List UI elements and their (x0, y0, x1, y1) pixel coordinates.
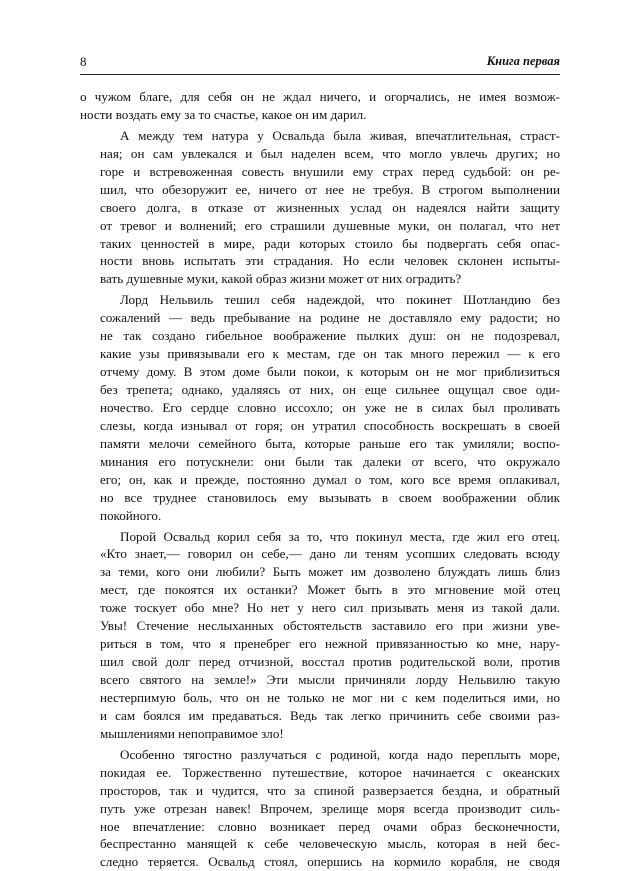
body-text (80, 88, 560, 871)
paragraph (80, 88, 560, 124)
text-line: памяти мелочи семейного быта, которые раньше его так умиляли; воспо- (100, 435, 560, 451)
text-line: Лорд Нельвиль тешил себя надеждой, что покинет Шотландию без (120, 292, 560, 308)
running-header (80, 52, 560, 76)
text-line: Увы! Стечение неслыханных обстоятельств заставило его при жизни уве- (100, 618, 560, 634)
text-line: мест, где покоятся их останки? Может быть в это мгновение мой отец (100, 582, 560, 598)
text-line: за теми, кого они любили? Быть может им дозволено блуждать лишь близ (100, 564, 560, 580)
text-line: ное впечатление: словно возникает перед очами образ бесконечности, (100, 818, 560, 834)
text-line: ности вновь испытать эти страдания. Но если человек склонен испыты- (100, 253, 560, 269)
text-line: мышлениями непоправимое зло! (100, 725, 284, 741)
header-rule (80, 74, 560, 75)
text-line: всего святого на земле!» Эти мысли причиняли лорду Нельвилю такую (100, 672, 560, 687)
text-line: «Кто знает,— говорил он себе,— дано ли теням усопших следовать всюду (100, 546, 560, 562)
text-line: сожалений — ведь пребывание на родине не доставляло ему радости; но (100, 310, 560, 326)
text-line: минания его потускнели: они были так далеки от всего, что окружало (100, 453, 560, 469)
text-line: беспрестанно манящей к себе человеческую мысль, которая в ней бес- (100, 836, 560, 852)
text-line: покидая ее. Торжественно путешествие, которое начинается с океанских (100, 764, 560, 780)
text-line: отчему дому. В этом доме были покои, к которым он не мог приблизиться (100, 364, 560, 380)
text-line: какие узы привязывали его к местам, где он так много пережил — к его (100, 346, 560, 362)
text-line: нестерпимую боль, что он не только не мог ни с кем поделиться ими, но (100, 689, 560, 705)
text-line: ная; он сам увлекался и был наделен всем, что могло увлечь других; но (100, 145, 560, 161)
text-line: Особенно тягостно разлучаться с родиной, когда надо переплыть море, (120, 746, 560, 762)
text-line: горе и встревоженная совесть внушили ему страх перед судьбой: он ре- (100, 163, 560, 179)
text-line: слезы, когда изнывал от горя; он утратил способность воскрешать в своей (100, 417, 560, 433)
running-title: Книга первая (486, 54, 560, 68)
text-line: следно теряется. Освальд стоял, опершись на кормило корабля, не сводя (100, 854, 560, 870)
text-line: Порой Освальд корил себя за то, что покинул места, где жил его отец. (120, 528, 560, 544)
text-line: тоже тоскует обо мне? Но нет у него сил призывать меня из такой дали. (100, 600, 560, 616)
text-line: таких ценностей в мире, ради которых стоило бы подвергать себя опас- (100, 235, 560, 251)
text-line: без трепета; однако, удаляясь от них, он еще сильнее ощущал свое оди- (100, 382, 560, 397)
text-line: покойного. (100, 507, 162, 523)
paragraph (80, 528, 560, 743)
text-line: риться в том, что я пренебрег его нежной привязанностью ко мне, нару- (100, 636, 560, 652)
paragraph (80, 291, 560, 524)
text-line: А между тем натура у Освальда была живая, впечатлительная, страст- (120, 127, 560, 143)
text-line: своего долга, в отказе от жизненных услад он надеялся найти защиту (100, 199, 560, 215)
text-line: от тревог и волнений; его страшили душевные муки, он полагал, что нет (100, 217, 560, 233)
paragraph (80, 746, 560, 871)
page-number: 8 (80, 54, 87, 69)
text-line: шил свой долг перед отчизной, восстал против родительской воли, против (100, 654, 560, 670)
text-line: шил, что обезоружит ее, ничего от нее не требуя. В строгом выполнении (100, 181, 560, 197)
text-line: путь уже отрезан навек! Впрочем, зрелище моря всегда производит силь- (100, 800, 560, 816)
text-line: ночество. Его сердце словно иссохло; он уже не в силах был проливать (100, 399, 560, 415)
text-line: о чужом благе, для себя он не ждал ничего, и огорчались, не имея возмож- (80, 89, 560, 104)
text-line: ности воздать ему за то счастье, какое он им дарил. (80, 106, 367, 122)
text-line: и сам боялся им предаваться. Ведь так легко причинить себе своими раз- (100, 707, 560, 723)
paragraph (80, 127, 560, 288)
text-line: его; он, как и прежде, постоянно думал о том, кого все время оплакивал, (100, 471, 560, 487)
text-line: но все труднее становилось ему вызывать в своем воображении облик (100, 489, 560, 505)
text-line: не так создано гибельное воображение пылких душ: он не подозревал, (100, 328, 560, 344)
text-line: просторов, так и чудится, что за спиной разверзается бездна, и обратный (100, 782, 560, 798)
text-line: вать душевные муки, какой образ жизни может от них оградить? (100, 271, 462, 287)
